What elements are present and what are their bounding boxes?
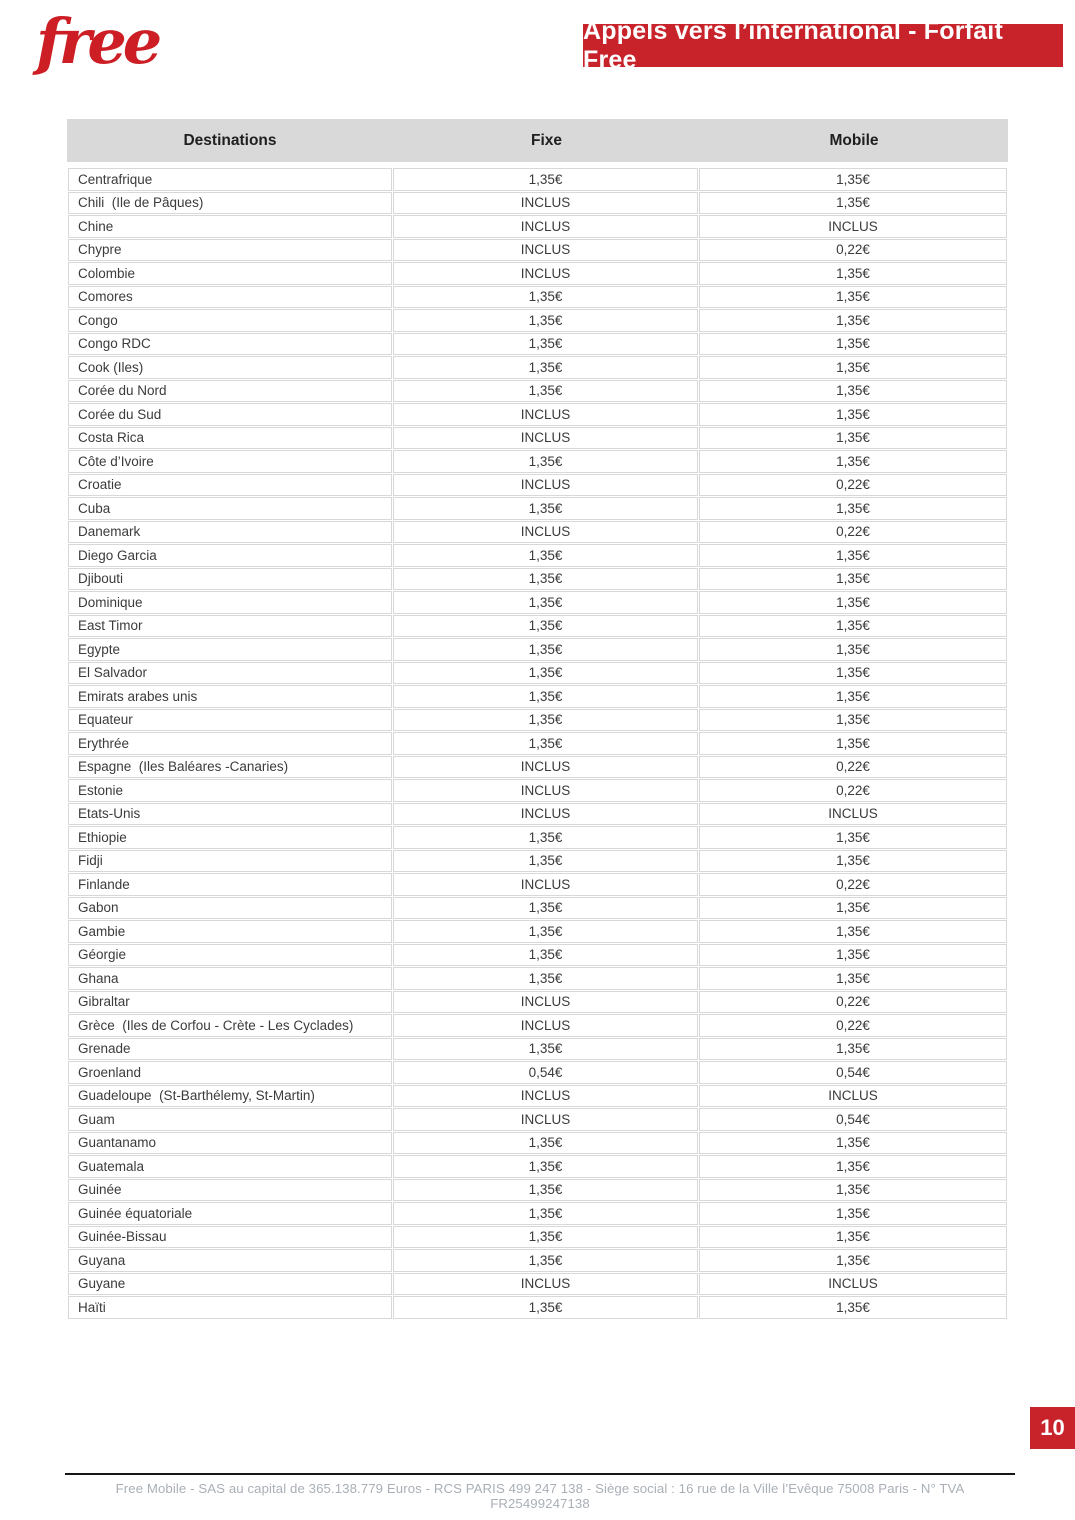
table-row (68, 709, 1007, 732)
fixe-rate-cell: 1,35€ (393, 309, 698, 332)
mobile-rate-cell: 1,35€ (699, 1179, 1007, 1202)
mobile-rate-cell: 1,35€ (699, 427, 1007, 450)
fixe-rate-cell: INCLUS (393, 215, 698, 238)
destination-cell: Diego Garcia (68, 544, 392, 567)
fixe-rate-cell: INCLUS (393, 262, 698, 285)
destination-cell: Chine (68, 215, 392, 238)
table-row (68, 1179, 1007, 1202)
table-row (68, 1296, 1007, 1319)
fixe-rate-cell: 1,35€ (393, 1155, 698, 1178)
fixe-rate-cell: 1,35€ (393, 1296, 698, 1319)
fixe-rate-cell: 1,35€ (393, 544, 698, 567)
mobile-rate-cell: 1,35€ (699, 944, 1007, 967)
mobile-rate-cell: 1,35€ (699, 826, 1007, 849)
mobile-rate-cell: 0,22€ (699, 239, 1007, 262)
mobile-rate-cell: 1,35€ (699, 168, 1007, 191)
destination-cell: Fidji (68, 850, 392, 873)
fixe-rate-cell: 0,54€ (393, 1061, 698, 1084)
table-row (68, 1108, 1007, 1131)
fixe-rate-cell: 1,35€ (393, 897, 698, 920)
fixe-rate-cell: 1,35€ (393, 333, 698, 356)
destination-cell: Centrafrique (68, 168, 392, 191)
table-row (68, 215, 1007, 238)
mobile-rate-cell: 0,54€ (699, 1108, 1007, 1131)
table-row (68, 1014, 1007, 1037)
mobile-rate-cell: 0,22€ (699, 756, 1007, 779)
destination-cell: Ethiopie (68, 826, 392, 849)
table-row (68, 568, 1007, 591)
table-row (68, 826, 1007, 849)
fixe-rate-cell: INCLUS (393, 756, 698, 779)
fixe-rate-cell: 1,35€ (393, 638, 698, 661)
fixe-rate-cell: 1,35€ (393, 497, 698, 520)
table-row (68, 756, 1007, 779)
page-banner-title: Appels vers l’international - Forfait Free (583, 16, 1003, 74)
mobile-rate-cell: 1,35€ (699, 709, 1007, 732)
table-row (68, 1132, 1007, 1155)
fixe-rate-cell: INCLUS (393, 803, 698, 826)
fixe-rate-cell: 1,35€ (393, 568, 698, 591)
destination-cell: Guinée (68, 1179, 392, 1202)
rates-table-body (68, 168, 1007, 1319)
table-row (68, 1202, 1007, 1225)
fixe-rate-cell: INCLUS (393, 427, 698, 450)
destination-cell: East Timor (68, 615, 392, 638)
fixe-rate-cell: 1,35€ (393, 850, 698, 873)
destination-cell: Grèce (Iles de Corfou - Crète - Les Cyclades) (68, 1014, 392, 1037)
mobile-rate-cell: 1,35€ (699, 333, 1007, 356)
mobile-rate-cell: 1,35€ (699, 850, 1007, 873)
table-row (68, 944, 1007, 967)
free-logo: free (36, 5, 159, 78)
destination-cell: Guyana (68, 1249, 392, 1272)
destination-cell: Corée du Sud (68, 403, 392, 426)
destination-cell: Guantanamo (68, 1132, 392, 1155)
table-row (68, 403, 1007, 426)
mobile-rate-cell: INCLUS (699, 1273, 1007, 1296)
fixe-rate-cell: INCLUS (393, 873, 698, 896)
destination-cell: Chypre (68, 239, 392, 262)
mobile-rate-cell: 1,35€ (699, 1226, 1007, 1249)
mobile-rate-cell: 1,35€ (699, 732, 1007, 755)
destination-cell: Colombie (68, 262, 392, 285)
table-row (68, 497, 1007, 520)
fixe-rate-cell: INCLUS (393, 403, 698, 426)
destination-cell: Croatie (68, 474, 392, 497)
fixe-rate-cell: 1,35€ (393, 615, 698, 638)
table-row (68, 1155, 1007, 1178)
fixe-rate-cell: 1,35€ (393, 286, 698, 309)
destination-cell: Guam (68, 1108, 392, 1131)
table-row (68, 1273, 1007, 1296)
table-row (68, 192, 1007, 215)
mobile-rate-cell: INCLUS (699, 215, 1007, 238)
mobile-rate-cell: 1,35€ (699, 1132, 1007, 1155)
fixe-rate-cell: 1,35€ (393, 1202, 698, 1225)
destination-cell: Finlande (68, 873, 392, 896)
fixe-rate-cell: 1,35€ (393, 709, 698, 732)
destination-cell: Djibouti (68, 568, 392, 591)
fixe-rate-cell: INCLUS (393, 779, 698, 802)
fixe-rate-cell: 1,35€ (393, 1226, 698, 1249)
mobile-rate-cell: 1,35€ (699, 262, 1007, 285)
mobile-rate-cell: 1,35€ (699, 309, 1007, 332)
table-row (68, 427, 1007, 450)
table-row (68, 333, 1007, 356)
mobile-rate-cell: 1,35€ (699, 591, 1007, 614)
destination-cell: Etats-Unis (68, 803, 392, 826)
table-row (68, 920, 1007, 943)
table-row (68, 662, 1007, 685)
mobile-rate-cell: 0,22€ (699, 474, 1007, 497)
table-row (68, 286, 1007, 309)
table-row (68, 262, 1007, 285)
fixe-rate-cell: 1,35€ (393, 920, 698, 943)
destination-cell: Congo RDC (68, 333, 392, 356)
fixe-rate-cell: INCLUS (393, 991, 698, 1014)
destination-cell: Haïti (68, 1296, 392, 1319)
fixe-rate-cell: 1,35€ (393, 1038, 698, 1061)
destination-cell: Guinée-Bissau (68, 1226, 392, 1249)
destination-cell: Gabon (68, 897, 392, 920)
destination-cell: Guyane (68, 1273, 392, 1296)
table-row (68, 309, 1007, 332)
destination-cell: Erythrée (68, 732, 392, 755)
table-row (68, 521, 1007, 544)
destination-cell: Gambie (68, 920, 392, 943)
table-row (68, 1249, 1007, 1272)
fixe-rate-cell: 1,35€ (393, 168, 698, 191)
mobile-rate-cell: 1,35€ (699, 1038, 1007, 1061)
table-row (68, 638, 1007, 661)
footer-divider (65, 1473, 1015, 1475)
destination-cell: Cook (Iles) (68, 356, 392, 379)
mobile-rate-cell: 1,35€ (699, 1155, 1007, 1178)
fixe-rate-cell: 1,35€ (393, 662, 698, 685)
table-row (68, 544, 1007, 567)
mobile-rate-cell: 1,35€ (699, 897, 1007, 920)
destination-cell: Groenland (68, 1061, 392, 1084)
table-row (68, 685, 1007, 708)
destination-cell: Gibraltar (68, 991, 392, 1014)
destination-cell: Grenade (68, 1038, 392, 1061)
mobile-rate-cell: 1,35€ (699, 638, 1007, 661)
destination-cell: Dominique (68, 591, 392, 614)
mobile-rate-cell: 1,35€ (699, 356, 1007, 379)
destination-cell: Cuba (68, 497, 392, 520)
fixe-rate-cell: INCLUS (393, 192, 698, 215)
table-row (68, 850, 1007, 873)
table-row (68, 779, 1007, 802)
destination-cell: Chili (Ile de Pâques) (68, 192, 392, 215)
fixe-rate-cell: 1,35€ (393, 967, 698, 990)
mobile-rate-cell: 1,35€ (699, 967, 1007, 990)
table-row (68, 356, 1007, 379)
table-row (68, 450, 1007, 473)
fixe-rate-cell: 1,35€ (393, 732, 698, 755)
destination-cell: Ghana (68, 967, 392, 990)
mobile-rate-cell: 0,22€ (699, 779, 1007, 802)
table-row (68, 732, 1007, 755)
destination-cell: Côte d’Ivoire (68, 450, 392, 473)
destination-cell: Comores (68, 286, 392, 309)
fixe-rate-cell: INCLUS (393, 1273, 698, 1296)
mobile-rate-cell: 0,22€ (699, 521, 1007, 544)
mobile-rate-cell: 1,35€ (699, 1249, 1007, 1272)
column-header-fixe: Fixe (530, 131, 562, 149)
column-header-destinations: Destinations (183, 131, 277, 149)
mobile-rate-cell: 1,35€ (699, 192, 1007, 215)
fixe-rate-cell: INCLUS (393, 1014, 698, 1037)
fixe-rate-cell: 1,35€ (393, 450, 698, 473)
page-number-badge: 10 (1030, 1407, 1075, 1449)
table-row (68, 803, 1007, 826)
mobile-rate-cell: 1,35€ (699, 380, 1007, 403)
fixe-rate-cell: 1,35€ (393, 1132, 698, 1155)
destination-cell: Congo (68, 309, 392, 332)
destination-cell: Guadeloupe (St-Barthélemy, St-Martin) (68, 1085, 392, 1108)
mobile-rate-cell: 1,35€ (699, 568, 1007, 591)
mobile-rate-cell: 1,35€ (699, 685, 1007, 708)
mobile-rate-cell: 0,22€ (699, 873, 1007, 896)
fixe-rate-cell: INCLUS (393, 239, 698, 262)
fixe-rate-cell: 1,35€ (393, 380, 698, 403)
mobile-rate-cell: 1,35€ (699, 544, 1007, 567)
destination-cell: Equateur (68, 709, 392, 732)
fixe-rate-cell: 1,35€ (393, 1179, 698, 1202)
mobile-rate-cell: 0,22€ (699, 991, 1007, 1014)
table-row (68, 873, 1007, 896)
mobile-rate-cell: 0,54€ (699, 1061, 1007, 1084)
destination-cell: Estonie (68, 779, 392, 802)
table-row (68, 1061, 1007, 1084)
table-row (68, 1038, 1007, 1061)
page-banner (583, 16, 1063, 74)
mobile-rate-cell: 1,35€ (699, 615, 1007, 638)
fixe-rate-cell: 1,35€ (393, 1249, 698, 1272)
table-row (68, 615, 1007, 638)
mobile-rate-cell: 1,35€ (699, 920, 1007, 943)
mobile-rate-cell: 1,35€ (699, 497, 1007, 520)
destination-cell: Costa Rica (68, 427, 392, 450)
fixe-rate-cell: INCLUS (393, 1108, 698, 1131)
destination-cell: Guatemala (68, 1155, 392, 1178)
table-row (68, 1226, 1007, 1249)
mobile-rate-cell: INCLUS (699, 803, 1007, 826)
mobile-rate-cell: 1,35€ (699, 1296, 1007, 1319)
table-row (68, 1085, 1007, 1108)
mobile-rate-cell: 1,35€ (699, 450, 1007, 473)
destination-cell: Egypte (68, 638, 392, 661)
destination-cell: Emirats arabes unis (68, 685, 392, 708)
fixe-rate-cell: 1,35€ (393, 944, 698, 967)
mobile-rate-cell: 0,22€ (699, 1014, 1007, 1037)
mobile-rate-cell: 1,35€ (699, 403, 1007, 426)
footer-legal: Free Mobile - SAS au capital de 365.138.779 Euros - RCS PARIS 499 247 138 - Siège social : 16 rue de la Ville l’Evêque 75008 Paris - N° TVA FR25499247138 (115, 1481, 965, 1511)
mobile-rate-cell: INCLUS (699, 1085, 1007, 1108)
rates-table (67, 119, 1008, 1320)
mobile-rate-cell: 1,35€ (699, 662, 1007, 685)
table-row (68, 474, 1007, 497)
rates-table-header (67, 119, 1008, 162)
fixe-rate-cell: INCLUS (393, 474, 698, 497)
destination-cell: Espagne (Iles Baléares -Canaries) (68, 756, 392, 779)
destination-cell: Géorgie (68, 944, 392, 967)
destination-cell: El Salvador (68, 662, 392, 685)
mobile-rate-cell: 1,35€ (699, 286, 1007, 309)
table-row (68, 991, 1007, 1014)
table-row (68, 168, 1007, 191)
destination-cell: Danemark (68, 521, 392, 544)
mobile-rate-cell: 1,35€ (699, 1202, 1007, 1225)
fixe-rate-cell: INCLUS (393, 521, 698, 544)
table-row (68, 591, 1007, 614)
fixe-rate-cell: 1,35€ (393, 826, 698, 849)
fixe-rate-cell: INCLUS (393, 1085, 698, 1108)
fixe-rate-cell: 1,35€ (393, 591, 698, 614)
destination-cell: Guinée équatoriale (68, 1202, 392, 1225)
table-row (68, 239, 1007, 262)
table-row (68, 380, 1007, 403)
fixe-rate-cell: 1,35€ (393, 356, 698, 379)
fixe-rate-cell: 1,35€ (393, 685, 698, 708)
column-header-mobile: Mobile (829, 131, 879, 149)
table-row (68, 967, 1007, 990)
table-row (68, 897, 1007, 920)
destination-cell: Corée du Nord (68, 380, 392, 403)
